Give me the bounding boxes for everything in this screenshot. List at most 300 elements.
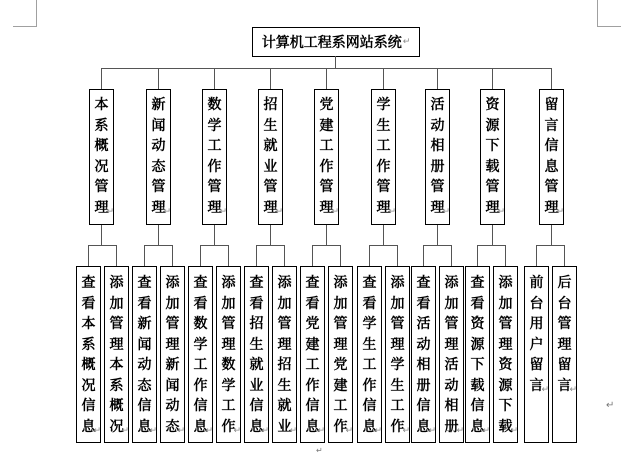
function-node-char: 台 [529,295,544,312]
function-node-char: 添 [277,275,292,291]
function-node-char: 添 [109,275,124,291]
return-mark-icon: ↵ [497,206,505,217]
function-node-char: 党 [333,357,348,373]
function-node-char: 看 [193,295,208,312]
function-node [104,266,129,443]
function-node-char: 查 [193,275,208,291]
function-node-char: 概 [109,398,124,414]
function-node-char: 相 [444,398,459,414]
function-node [244,266,269,443]
module-node-char: 动 [151,138,166,154]
function-node-char: 态 ↵ [161,417,184,438]
return-mark-icon: ↵ [402,425,410,436]
return-mark-icon: ↵ [275,206,283,217]
return-mark-icon: ↵ [388,206,396,217]
function-node-char: 息 ↵ [466,417,489,438]
module-node-char: 信 [544,138,559,154]
function-node-char: 活 [444,357,459,373]
module-node-char: 管 [207,179,222,195]
function-node-char: 用 [529,316,544,332]
function-node-char: 本 [109,357,124,373]
return-mark-icon: ↵ [149,425,157,436]
module-node-char: 理 ↵ [259,198,282,219]
module-node-char: 作 [319,158,334,175]
function-node-char: 建 [305,336,320,353]
function-node-char: 况 [81,377,96,394]
function-node-char: 信 [249,398,264,414]
function-node-char: 理 [333,336,348,353]
function-node-char: 理 [277,336,292,353]
connector-level1-drop [492,68,493,89]
function-node-char: 看 [137,295,152,312]
module-node-char: 概 [94,138,109,154]
function-node-char: 工 [193,357,208,373]
return-mark-icon: ↵ [541,384,549,395]
function-node-char: 看 [305,295,320,312]
paragraph-return-mark-icon: ↵ [316,446,323,455]
function-node-char: 生 [390,377,405,394]
function-node-char: 留 [529,357,544,373]
function-node-char: 管 [390,316,405,332]
function-node [300,266,325,443]
connector-root-down [335,56,336,68]
function-node-char: 活 [416,316,431,332]
module-node-char: 数 [207,97,222,113]
module-node-char: 理 ↵ [540,198,563,219]
function-node-char: 作 [362,377,377,394]
function-node-char: 态 [137,377,152,394]
module-node-char: 就 [263,138,278,154]
module-node-char: 招 [263,97,278,113]
function-node-char: 管 [165,316,180,332]
function-node-char: 工 [362,357,377,373]
function-node-char: 作 ↵ [217,417,240,438]
connector-level2-drop [369,245,370,266]
module-node [480,89,505,225]
function-node-char: 息 ↵ [301,417,324,438]
module-node-char: 理 ↵ [147,198,170,219]
module-node-char: 工 [207,138,222,154]
function-node-char: 看 [416,295,431,312]
root-node-label: 计算机工程系网站系统 [261,35,402,51]
function-node-char: 生 [362,336,377,353]
function-node-char: 查 [416,275,431,291]
function-node-char: 管 [444,316,459,332]
connector-level2-drop [340,245,341,266]
module-node-char: 工 [376,138,391,154]
connector-level2-bus [477,245,506,246]
return-mark-icon: ↵ [121,425,129,436]
module-node-char: 相 [430,138,445,154]
function-node-char: 册 ↵ [440,417,463,438]
function-node-char: 工 [390,398,405,414]
function-node-char: 理 [390,336,405,353]
module-node-char: 管 [376,179,391,195]
module-node-char: 建 [319,117,334,134]
function-node-char: 册 [416,377,431,394]
function-node-char: 源 [470,336,485,353]
function-node-char: 加 [390,295,405,312]
connector-level2-bus [144,245,173,246]
function-node-char: 留 [557,357,572,373]
function-node-char: 添 [333,275,348,291]
module-node-char: 活 [430,97,445,113]
return-mark-icon: ↵ [569,384,577,395]
function-node-char: 理 [498,336,513,353]
connector-level2-stem [326,225,327,245]
function-node-char: 资 [470,316,485,332]
return-mark-icon: ↵ [442,206,450,217]
function-node-char: 系 [81,336,96,353]
module-node-char: 留 [544,97,559,113]
function-node-char: 闻 [137,336,152,353]
return-mark-icon: ↵ [219,206,227,217]
module-node [89,89,114,225]
connector-level2-drop [116,245,117,266]
function-node-char: 载 [470,377,485,394]
root-node [252,27,420,57]
module-node [425,89,450,225]
module-node [202,89,227,225]
function-node-char: 查 [305,275,320,291]
connector-level2-drop [228,245,229,266]
return-mark-icon: ↵ [317,425,325,436]
function-node-char: 信 [193,398,208,414]
module-node-char: 册 [430,158,445,175]
connector-level2-stem [437,225,438,245]
connector-level2-drop [144,245,145,266]
connector-level1-drop [437,68,438,89]
function-node-char: 息 ↵ [358,417,381,438]
function-node-char: 息 ↵ [77,417,100,438]
connector-level1-drop [383,68,384,89]
module-node [314,89,339,225]
module-node-char: 理 ↵ [426,198,449,219]
module-node-char: 资 [485,97,500,113]
function-node-char: 加 [444,295,459,312]
function-node [188,266,213,443]
function-node-char: 动 [416,336,431,353]
return-mark-icon: ↵ [289,425,297,436]
function-node-char: 言 ↵ [525,376,548,397]
module-node-char: 学 [376,97,391,113]
connector-level2-stem [158,225,159,245]
connector-level2-drop [88,245,89,266]
module-node [258,89,283,225]
module-node-char: 作 [207,158,222,175]
function-node-char: 理 [557,336,572,353]
function-node-char: 息 ↵ [412,417,435,438]
module-node-char: 源 [485,117,500,134]
function-node-char: 工 [333,398,348,414]
function-node-char: 就 [249,357,264,373]
module-node-char: 理 ↵ [90,198,113,219]
function-node-char: 工 [305,357,320,373]
function-node-char: 查 [249,275,264,291]
connector-level2-stem [383,225,384,245]
module-node-char: 动 [430,117,445,134]
function-node-char: 管 [277,316,292,332]
connector-level2-bus [312,245,341,246]
return-mark-icon: ↵ [106,206,114,217]
function-node [328,266,353,443]
function-node-char: 生 [277,377,292,394]
module-node [371,89,396,225]
connector-level2-stem [492,225,493,245]
function-node-char: 信 [470,398,485,414]
return-mark-icon: ↵ [428,425,436,436]
function-node-char: 新 [137,316,152,332]
connector-level1-drop [326,68,327,89]
function-node-char: 查 [137,275,152,291]
connector-level2-bus [200,245,229,246]
function-node-char: 信 [362,398,377,414]
module-node-char: 党 [319,97,334,113]
return-mark-icon: ↵ [456,425,464,436]
function-node-char: 源 [498,377,513,394]
connector-level2-bus [256,245,285,246]
function-node-char: 加 [277,295,292,312]
connector-level2-drop [536,245,537,266]
connector-level1-drop [270,68,271,89]
module-node-char: 态 [151,158,166,175]
function-node-char: 建 [333,377,348,394]
function-node [357,266,382,443]
function-node-char: 招 [277,357,292,373]
module-node-char: 生 [376,117,391,134]
function-node-char: 息 ↵ [189,417,212,438]
function-node-char: 加 [221,295,236,312]
module-node-char: 本 [94,97,109,113]
connector-level2-drop [172,245,173,266]
return-mark-icon: ↵ [331,206,339,217]
function-node-char: 下 [470,357,485,373]
function-node-char: 动 [137,357,152,373]
connector-level2-drop [451,245,452,266]
function-node-char: 招 [249,316,264,332]
function-node-char: 信 [81,398,96,414]
function-node-char: 载 ↵ [494,417,517,438]
function-node-char: 信 [416,398,431,414]
function-node-char: 业 [249,377,264,394]
module-node-char: 业 [263,158,278,175]
function-node-char: 作 ↵ [329,417,352,438]
module-node-char: 况 [94,158,109,175]
module-node [539,89,564,225]
page-corner-mark-top-left [13,0,37,27]
connector-level2-drop [200,245,201,266]
connector-level2-drop [312,245,313,266]
function-node [552,266,577,443]
connector-level2-drop [284,245,285,266]
connector-level1-drop [158,68,159,89]
function-node-char: 作 ↵ [386,417,409,438]
return-mark-icon: ↵ [233,425,241,436]
function-node-char: 本 [81,316,96,332]
module-node-char: 言 [544,117,559,134]
function-node [132,266,157,443]
function-node-char: 加 [109,295,124,312]
module-node-char: 理 ↵ [203,198,226,219]
module-node-char: 载 [485,158,500,175]
module-node-char: 作 [376,158,391,175]
module-node-char: 理 ↵ [372,198,395,219]
function-node-char: 新 [165,357,180,373]
connector-level2-drop [256,245,257,266]
function-node-char: 下 [498,398,513,414]
connector-level2-bus [88,245,117,246]
module-node-char: 下 [485,138,500,154]
function-node-char: 信 [305,398,320,414]
function-node-char: 添 [390,275,405,291]
function-node [411,266,436,443]
connector-level2-bus [423,245,452,246]
function-node-char: 学 [390,357,405,373]
function-node-char: 数 [193,316,208,332]
connector-level2-stem [101,225,102,245]
function-node-char: 动 [444,377,459,394]
function-node-char: 户 [529,336,544,353]
connector-level2-drop [397,245,398,266]
module-node-char: 学 [207,117,222,134]
function-node-char: 加 [165,295,180,312]
function-node-char: 言 ↵ [553,376,576,397]
function-node-char: 生 [249,336,264,353]
function-node [76,266,101,443]
paragraph-return-mark-icon: ↵ [606,400,615,411]
function-node [465,266,490,443]
return-mark-icon: ↵ [345,425,353,436]
page-corner-mark-top-right [597,0,621,27]
return-mark-icon: ↵ [510,425,518,436]
return-mark-icon: ↵ [261,425,269,436]
connector-level2-drop [505,245,506,266]
function-node-char: 相 [416,357,431,373]
function-node-char: 息 ↵ [245,417,268,438]
module-node [146,89,171,225]
function-node-char: 看 [81,295,96,312]
module-node-char: 工 [319,138,334,154]
function-node-char: 管 [557,316,572,332]
function-node-char: 党 [305,316,320,332]
module-node-char: 闻 [151,117,166,134]
return-mark-icon: ↵ [163,206,171,217]
function-node-char: 管 [333,316,348,332]
function-node-char: 理 [165,336,180,353]
function-node-char: 查 [362,275,377,291]
function-node-char: 看 [249,295,264,312]
module-node-char: 生 [263,117,278,134]
function-node-char: 添 [498,275,513,291]
module-node-char: 管 [94,179,109,195]
return-mark-icon: ↵ [374,425,382,436]
connector-level2-bus [536,245,565,246]
function-node-char: 查 [470,275,485,291]
module-node-char: 管 [319,179,334,195]
function-node-char: 看 [362,295,377,312]
connector-level2-stem [551,225,552,245]
module-node-char: 管 [430,179,445,195]
function-node-char: 数 [221,357,236,373]
module-node-char: 新 [151,97,166,113]
return-mark-icon: ↵ [205,425,213,436]
module-node-char: 管 [263,179,278,195]
module-node-char: 理 ↵ [481,198,504,219]
connector-level1-drop [101,68,102,89]
function-node-char: 学 [193,336,208,353]
connector-level2-bus [369,245,398,246]
connector-level2-stem [214,225,215,245]
function-node-char: 信 [137,398,152,414]
function-node-char: 息 ↵ [133,417,156,438]
function-node-char: 业 ↵ [273,417,296,438]
function-node-char: 工 [221,398,236,414]
function-node-char: 系 [109,377,124,394]
function-node-char: 资 [498,357,513,373]
function-node-char: 学 [221,377,236,394]
function-node [160,266,185,443]
connector-level1-drop [214,68,215,89]
function-node [524,266,549,443]
connector-level2-drop [423,245,424,266]
function-node [272,266,297,443]
function-node-char: 理 [221,336,236,353]
function-node-char: 作 [305,377,320,394]
function-node-char: 添 [165,275,180,291]
function-node-char: 管 [109,316,124,332]
function-node-char: 作 [193,377,208,394]
function-node-char: 前 [529,275,544,291]
function-node-char: 闻 [165,377,180,394]
module-node-char: 息 [544,158,559,175]
function-node-char: 看 [470,295,485,312]
function-node-char: 概 [81,357,96,373]
function-node-char: 后 [557,275,572,291]
function-node [216,266,241,443]
function-node-char: 理 [109,336,124,353]
function-node-char: 加 [498,295,513,312]
function-node [439,266,464,443]
module-node-char: 管 [485,179,500,195]
function-node [493,266,518,443]
function-node-char: 就 [277,398,292,414]
function-node-char: 况 ↵ [105,417,128,438]
function-node-char: 学 [362,316,377,332]
function-node-char: 管 [498,316,513,332]
connector-level1-drop [551,68,552,89]
module-node-char: 系 [94,117,109,134]
function-node-char: 添 [444,275,459,291]
module-node-char: 管 [151,179,166,195]
connector-level2-drop [564,245,565,266]
return-mark-icon: ↵ [402,37,411,47]
return-mark-icon: ↵ [177,425,185,436]
return-mark-icon: ↵ [556,206,564,217]
module-node-char: 理 ↵ [315,198,338,219]
function-node-char: 台 [557,295,572,312]
function-node-char: 添 [221,275,236,291]
module-node-char: 管 [544,179,559,195]
function-node [385,266,410,443]
function-node-char: 查 [81,275,96,291]
connector-level2-drop [477,245,478,266]
return-mark-icon: ↵ [93,425,101,436]
function-node-char: 管 [221,316,236,332]
return-mark-icon: ↵ [482,425,490,436]
connector-level2-stem [270,225,271,245]
function-node-char: 加 [333,295,348,312]
function-node-char: 动 [165,398,180,414]
